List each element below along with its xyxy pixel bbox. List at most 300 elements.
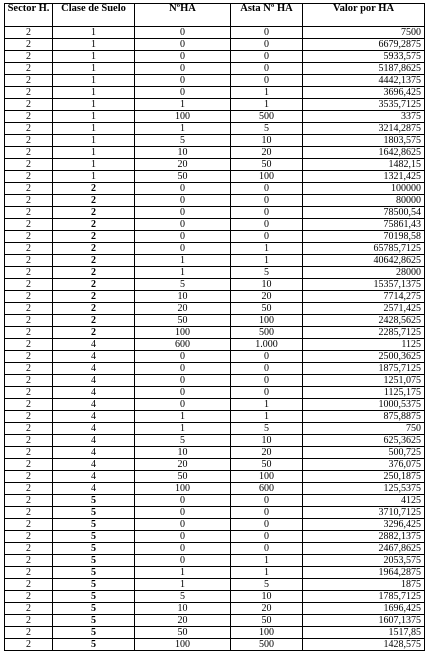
cell-sector: 2 [5, 507, 53, 519]
cell-valor-por-ha: 1000,5375 [303, 399, 425, 411]
cell-clase-de-suelo: 4 [53, 447, 135, 459]
cell-valor-por-ha: 7500 [303, 27, 425, 39]
cell-clase-de-suelo: 5 [53, 531, 135, 543]
table-row [5, 123, 425, 135]
cell-nro-ha: 100 [135, 483, 231, 495]
cell-nro-ha: 1 [135, 423, 231, 435]
cell-nro-ha: 5 [135, 435, 231, 447]
cell-asta-nro-ha: 20 [231, 147, 303, 159]
cell-clase-de-suelo: 2 [53, 315, 135, 327]
cell-clase-de-suelo: 4 [53, 339, 135, 351]
cell-clase-de-suelo: 5 [53, 567, 135, 579]
cell-asta-nro-ha: 0 [231, 507, 303, 519]
cell-sector: 2 [5, 471, 53, 483]
cell-sector: 2 [5, 315, 53, 327]
table-row [5, 147, 425, 159]
cell-clase-de-suelo: 5 [53, 615, 135, 627]
cell-clase-de-suelo: 1 [53, 147, 135, 159]
table-row [5, 231, 425, 243]
cell-asta-nro-ha: 0 [231, 75, 303, 87]
cell-nro-ha: 0 [135, 543, 231, 555]
cell-nro-ha: 0 [135, 207, 231, 219]
cell-valor-por-ha: 1696,425 [303, 603, 425, 615]
cell-sector: 2 [5, 231, 53, 243]
cell-sector: 2 [5, 519, 53, 531]
cell-clase-de-suelo: 2 [53, 195, 135, 207]
table-body [5, 27, 425, 651]
table-row [5, 399, 425, 411]
cell-sector: 2 [5, 603, 53, 615]
cell-sector: 2 [5, 75, 53, 87]
cell-clase-de-suelo: 4 [53, 399, 135, 411]
table-row [5, 567, 425, 579]
cell-sector: 2 [5, 387, 53, 399]
cell-sector: 2 [5, 375, 53, 387]
header-nro-ha: NºHA [135, 4, 231, 27]
cell-asta-nro-ha: 0 [231, 219, 303, 231]
cell-valor-por-ha: 1803,575 [303, 135, 425, 147]
cell-valor-por-ha: 4442,1375 [303, 75, 425, 87]
cell-asta-nro-ha: 50 [231, 459, 303, 471]
cell-asta-nro-ha: 1.000 [231, 339, 303, 351]
cell-asta-nro-ha: 500 [231, 111, 303, 123]
cell-clase-de-suelo: 1 [53, 27, 135, 39]
cell-sector: 2 [5, 435, 53, 447]
cell-asta-nro-ha: 5 [231, 267, 303, 279]
cell-clase-de-suelo: 1 [53, 159, 135, 171]
cell-clase-de-suelo: 2 [53, 279, 135, 291]
table-row [5, 183, 425, 195]
cell-clase-de-suelo: 4 [53, 375, 135, 387]
cell-asta-nro-ha: 5 [231, 579, 303, 591]
table-row [5, 255, 425, 267]
cell-valor-por-ha: 625,3625 [303, 435, 425, 447]
table-row [5, 207, 425, 219]
cell-nro-ha: 20 [135, 303, 231, 315]
cell-valor-por-ha: 2882,1375 [303, 531, 425, 543]
cell-nro-ha: 0 [135, 27, 231, 39]
cell-sector: 2 [5, 87, 53, 99]
table-row [5, 135, 425, 147]
table-row [5, 291, 425, 303]
table-row [5, 243, 425, 255]
cell-valor-por-ha: 1482,15 [303, 159, 425, 171]
cell-nro-ha: 600 [135, 339, 231, 351]
cell-clase-de-suelo: 1 [53, 171, 135, 183]
cell-nro-ha: 20 [135, 459, 231, 471]
cell-valor-por-ha: 3214,2875 [303, 123, 425, 135]
cell-valor-por-ha: 80000 [303, 195, 425, 207]
cell-sector: 2 [5, 255, 53, 267]
cell-sector: 2 [5, 327, 53, 339]
cell-sector: 2 [5, 111, 53, 123]
cell-sector: 2 [5, 591, 53, 603]
table-row [5, 615, 425, 627]
cell-asta-nro-ha: 20 [231, 447, 303, 459]
cell-nro-ha: 0 [135, 351, 231, 363]
cell-asta-nro-ha: 1 [231, 255, 303, 267]
cell-nro-ha: 0 [135, 387, 231, 399]
cell-asta-nro-ha: 0 [231, 207, 303, 219]
cell-asta-nro-ha: 5 [231, 423, 303, 435]
cell-asta-nro-ha: 0 [231, 519, 303, 531]
header-clase-de-suelo: Clase de Suelo [53, 4, 135, 27]
cell-valor-por-ha: 15357,1375 [303, 279, 425, 291]
cell-clase-de-suelo: 2 [53, 255, 135, 267]
cell-clase-de-suelo: 2 [53, 267, 135, 279]
cell-clase-de-suelo: 4 [53, 351, 135, 363]
cell-sector: 2 [5, 195, 53, 207]
table-row [5, 99, 425, 111]
table-row [5, 471, 425, 483]
cell-asta-nro-ha: 1 [231, 567, 303, 579]
cell-asta-nro-ha: 100 [231, 471, 303, 483]
cell-asta-nro-ha: 1 [231, 99, 303, 111]
cell-valor-por-ha: 1517,85 [303, 627, 425, 639]
cell-asta-nro-ha: 0 [231, 51, 303, 63]
cell-asta-nro-ha: 1 [231, 87, 303, 99]
cell-clase-de-suelo: 1 [53, 111, 135, 123]
table-row [5, 339, 425, 351]
cell-nro-ha: 0 [135, 399, 231, 411]
cell-clase-de-suelo: 1 [53, 51, 135, 63]
cell-valor-por-ha: 1642,8625 [303, 147, 425, 159]
table-row [5, 279, 425, 291]
cell-sector: 2 [5, 459, 53, 471]
cell-valor-por-ha: 750 [303, 423, 425, 435]
cell-valor-por-ha: 3696,425 [303, 87, 425, 99]
cell-clase-de-suelo: 5 [53, 495, 135, 507]
cell-valor-por-ha: 2467,8625 [303, 543, 425, 555]
table-row [5, 531, 425, 543]
table-row [5, 591, 425, 603]
cell-nro-ha: 10 [135, 447, 231, 459]
cell-valor-por-ha: 78500,54 [303, 207, 425, 219]
cell-sector: 2 [5, 423, 53, 435]
cell-sector: 2 [5, 639, 53, 651]
cell-nro-ha: 50 [135, 627, 231, 639]
cell-clase-de-suelo: 4 [53, 483, 135, 495]
cell-clase-de-suelo: 2 [53, 327, 135, 339]
cell-nro-ha: 0 [135, 195, 231, 207]
cell-sector: 2 [5, 351, 53, 363]
cell-nro-ha: 10 [135, 147, 231, 159]
cell-valor-por-ha: 376,075 [303, 459, 425, 471]
table-row [5, 111, 425, 123]
table-row [5, 447, 425, 459]
cell-valor-por-ha: 65785,7125 [303, 243, 425, 255]
cell-asta-nro-ha: 0 [231, 387, 303, 399]
cell-sector: 2 [5, 411, 53, 423]
table-row [5, 639, 425, 651]
cell-sector: 2 [5, 267, 53, 279]
cell-nro-ha: 0 [135, 231, 231, 243]
table-row [5, 63, 425, 75]
table-row [5, 519, 425, 531]
table-row [5, 75, 425, 87]
cell-clase-de-suelo: 5 [53, 591, 135, 603]
cell-nro-ha: 0 [135, 183, 231, 195]
cell-valor-por-ha: 250,1875 [303, 471, 425, 483]
cell-valor-por-ha: 28000 [303, 267, 425, 279]
table-row [5, 483, 425, 495]
cell-clase-de-suelo: 1 [53, 75, 135, 87]
header-valor-por-ha: Valor por HA [303, 4, 425, 27]
cell-valor-por-ha: 2285,7125 [303, 327, 425, 339]
cell-nro-ha: 0 [135, 63, 231, 75]
table-row [5, 375, 425, 387]
cell-valor-por-ha: 5187,8625 [303, 63, 425, 75]
cell-clase-de-suelo: 2 [53, 231, 135, 243]
cell-nro-ha: 0 [135, 243, 231, 255]
cell-asta-nro-ha: 20 [231, 603, 303, 615]
cell-asta-nro-ha: 500 [231, 327, 303, 339]
cell-clase-de-suelo: 1 [53, 135, 135, 147]
header-sector: Sector H. [5, 4, 53, 27]
cell-sector: 2 [5, 159, 53, 171]
cell-nro-ha: 5 [135, 279, 231, 291]
table-header-row [5, 4, 425, 27]
cell-nro-ha: 100 [135, 111, 231, 123]
table-row [5, 579, 425, 591]
cell-nro-ha: 0 [135, 363, 231, 375]
cell-clase-de-suelo: 4 [53, 459, 135, 471]
cell-clase-de-suelo: 4 [53, 435, 135, 447]
cell-valor-por-ha: 1607,1375 [303, 615, 425, 627]
cell-valor-por-ha: 2500,3625 [303, 351, 425, 363]
cell-asta-nro-ha: 100 [231, 315, 303, 327]
table-row [5, 495, 425, 507]
table-row [5, 411, 425, 423]
cell-asta-nro-ha: 100 [231, 171, 303, 183]
cell-asta-nro-ha: 10 [231, 591, 303, 603]
cell-sector: 2 [5, 399, 53, 411]
cell-valor-por-ha: 4125 [303, 495, 425, 507]
cell-clase-de-suelo: 4 [53, 411, 135, 423]
cell-asta-nro-ha: 0 [231, 543, 303, 555]
table-row [5, 327, 425, 339]
cell-clase-de-suelo: 2 [53, 219, 135, 231]
cell-nro-ha: 1 [135, 267, 231, 279]
cell-sector: 2 [5, 39, 53, 51]
cell-valor-por-ha: 3296,425 [303, 519, 425, 531]
table-row [5, 459, 425, 471]
table-row [5, 51, 425, 63]
cell-nro-ha: 1 [135, 99, 231, 111]
cell-asta-nro-ha: 0 [231, 195, 303, 207]
cell-sector: 2 [5, 483, 53, 495]
cell-clase-de-suelo: 2 [53, 291, 135, 303]
table-row [5, 159, 425, 171]
cell-valor-por-ha: 1875,7125 [303, 363, 425, 375]
cell-sector: 2 [5, 171, 53, 183]
cell-valor-por-ha: 125,5375 [303, 483, 425, 495]
cell-clase-de-suelo: 4 [53, 471, 135, 483]
cell-valor-por-ha: 875,8875 [303, 411, 425, 423]
cell-sector: 2 [5, 543, 53, 555]
cell-valor-por-ha: 5933,575 [303, 51, 425, 63]
cell-clase-de-suelo: 5 [53, 639, 135, 651]
cell-asta-nro-ha: 50 [231, 303, 303, 315]
cell-nro-ha: 1 [135, 255, 231, 267]
cell-sector: 2 [5, 51, 53, 63]
cell-asta-nro-ha: 600 [231, 483, 303, 495]
cell-asta-nro-ha: 0 [231, 531, 303, 543]
cell-clase-de-suelo: 1 [53, 99, 135, 111]
cell-clase-de-suelo: 2 [53, 243, 135, 255]
cell-nro-ha: 1 [135, 567, 231, 579]
cell-nro-ha: 0 [135, 375, 231, 387]
cell-valor-por-ha: 1125 [303, 339, 425, 351]
cell-nro-ha: 5 [135, 591, 231, 603]
cell-asta-nro-ha: 20 [231, 291, 303, 303]
cell-sector: 2 [5, 123, 53, 135]
table-row [5, 27, 425, 39]
cell-sector: 2 [5, 555, 53, 567]
table-row [5, 171, 425, 183]
cell-valor-por-ha: 1785,7125 [303, 591, 425, 603]
cell-valor-por-ha: 1428,575 [303, 639, 425, 651]
cell-nro-ha: 10 [135, 291, 231, 303]
cell-asta-nro-ha: 0 [231, 495, 303, 507]
table-row [5, 267, 425, 279]
cell-nro-ha: 0 [135, 495, 231, 507]
cell-asta-nro-ha: 0 [231, 27, 303, 39]
cell-sector: 2 [5, 531, 53, 543]
cell-valor-por-ha: 7714,275 [303, 291, 425, 303]
table-row [5, 507, 425, 519]
cell-nro-ha: 100 [135, 327, 231, 339]
cell-valor-por-ha: 40642,8625 [303, 255, 425, 267]
cell-sector: 2 [5, 495, 53, 507]
cell-sector: 2 [5, 339, 53, 351]
cell-asta-nro-ha: 0 [231, 39, 303, 51]
cell-sector: 2 [5, 579, 53, 591]
cell-asta-nro-ha: 500 [231, 639, 303, 651]
cell-nro-ha: 0 [135, 219, 231, 231]
table-row [5, 555, 425, 567]
cell-sector: 2 [5, 567, 53, 579]
cell-sector: 2 [5, 219, 53, 231]
cell-nro-ha: 0 [135, 87, 231, 99]
cell-clase-de-suelo: 2 [53, 207, 135, 219]
table-row [5, 363, 425, 375]
cell-asta-nro-ha: 10 [231, 279, 303, 291]
cell-sector: 2 [5, 183, 53, 195]
table-row [5, 315, 425, 327]
cell-sector: 2 [5, 279, 53, 291]
cell-asta-nro-ha: 0 [231, 375, 303, 387]
cell-asta-nro-ha: 1 [231, 243, 303, 255]
cell-valor-por-ha: 1251,075 [303, 375, 425, 387]
cell-asta-nro-ha: 0 [231, 351, 303, 363]
cell-clase-de-suelo: 1 [53, 39, 135, 51]
cell-nro-ha: 50 [135, 315, 231, 327]
cell-valor-por-ha: 1875 [303, 579, 425, 591]
cell-clase-de-suelo: 5 [53, 543, 135, 555]
table-row [5, 543, 425, 555]
cell-nro-ha: 1 [135, 411, 231, 423]
table-row [5, 303, 425, 315]
cell-clase-de-suelo: 5 [53, 579, 135, 591]
cell-clase-de-suelo: 2 [53, 183, 135, 195]
cell-asta-nro-ha: 1 [231, 411, 303, 423]
cell-sector: 2 [5, 27, 53, 39]
cell-sector: 2 [5, 303, 53, 315]
table-row [5, 195, 425, 207]
data-table-container [4, 3, 424, 651]
cell-sector: 2 [5, 447, 53, 459]
table-row [5, 387, 425, 399]
cell-valor-por-ha: 75861,43 [303, 219, 425, 231]
cell-asta-nro-ha: 0 [231, 63, 303, 75]
cell-valor-por-ha: 100000 [303, 183, 425, 195]
cell-sector: 2 [5, 627, 53, 639]
cell-clase-de-suelo: 4 [53, 387, 135, 399]
cell-nro-ha: 0 [135, 531, 231, 543]
table-row [5, 603, 425, 615]
cell-sector: 2 [5, 243, 53, 255]
cell-clase-de-suelo: 5 [53, 603, 135, 615]
cell-nro-ha: 0 [135, 75, 231, 87]
cell-valor-por-ha: 1964,2875 [303, 567, 425, 579]
cell-asta-nro-ha: 50 [231, 615, 303, 627]
cell-clase-de-suelo: 5 [53, 555, 135, 567]
cell-sector: 2 [5, 207, 53, 219]
cell-nro-ha: 1 [135, 123, 231, 135]
cell-clase-de-suelo: 5 [53, 519, 135, 531]
cell-valor-por-ha: 70198,58 [303, 231, 425, 243]
cell-clase-de-suelo: 4 [53, 423, 135, 435]
cell-nro-ha: 0 [135, 507, 231, 519]
cell-valor-por-ha: 1125,175 [303, 387, 425, 399]
cell-valor-por-ha: 3535,7125 [303, 99, 425, 111]
cell-nro-ha: 0 [135, 519, 231, 531]
cell-sector: 2 [5, 363, 53, 375]
cell-sector: 2 [5, 63, 53, 75]
cell-valor-por-ha: 2053,575 [303, 555, 425, 567]
cell-clase-de-suelo: 5 [53, 507, 135, 519]
table-row [5, 423, 425, 435]
cell-asta-nro-ha: 0 [231, 183, 303, 195]
cell-valor-por-ha: 2571,425 [303, 303, 425, 315]
valor-por-ha-table [4, 3, 425, 651]
cell-nro-ha: 5 [135, 135, 231, 147]
cell-nro-ha: 50 [135, 471, 231, 483]
cell-asta-nro-ha: 0 [231, 363, 303, 375]
cell-sector: 2 [5, 135, 53, 147]
cell-nro-ha: 50 [135, 171, 231, 183]
cell-asta-nro-ha: 10 [231, 435, 303, 447]
table-row [5, 87, 425, 99]
cell-sector: 2 [5, 615, 53, 627]
table-row [5, 435, 425, 447]
cell-nro-ha: 20 [135, 615, 231, 627]
table-row [5, 39, 425, 51]
cell-asta-nro-ha: 10 [231, 135, 303, 147]
cell-nro-ha: 10 [135, 603, 231, 615]
cell-asta-nro-ha: 50 [231, 159, 303, 171]
cell-clase-de-suelo: 1 [53, 123, 135, 135]
cell-asta-nro-ha: 100 [231, 627, 303, 639]
cell-clase-de-suelo: 1 [53, 63, 135, 75]
cell-asta-nro-ha: 0 [231, 231, 303, 243]
cell-valor-por-ha: 6679,2875 [303, 39, 425, 51]
cell-sector: 2 [5, 147, 53, 159]
table-row [5, 627, 425, 639]
cell-sector: 2 [5, 99, 53, 111]
cell-nro-ha: 0 [135, 555, 231, 567]
